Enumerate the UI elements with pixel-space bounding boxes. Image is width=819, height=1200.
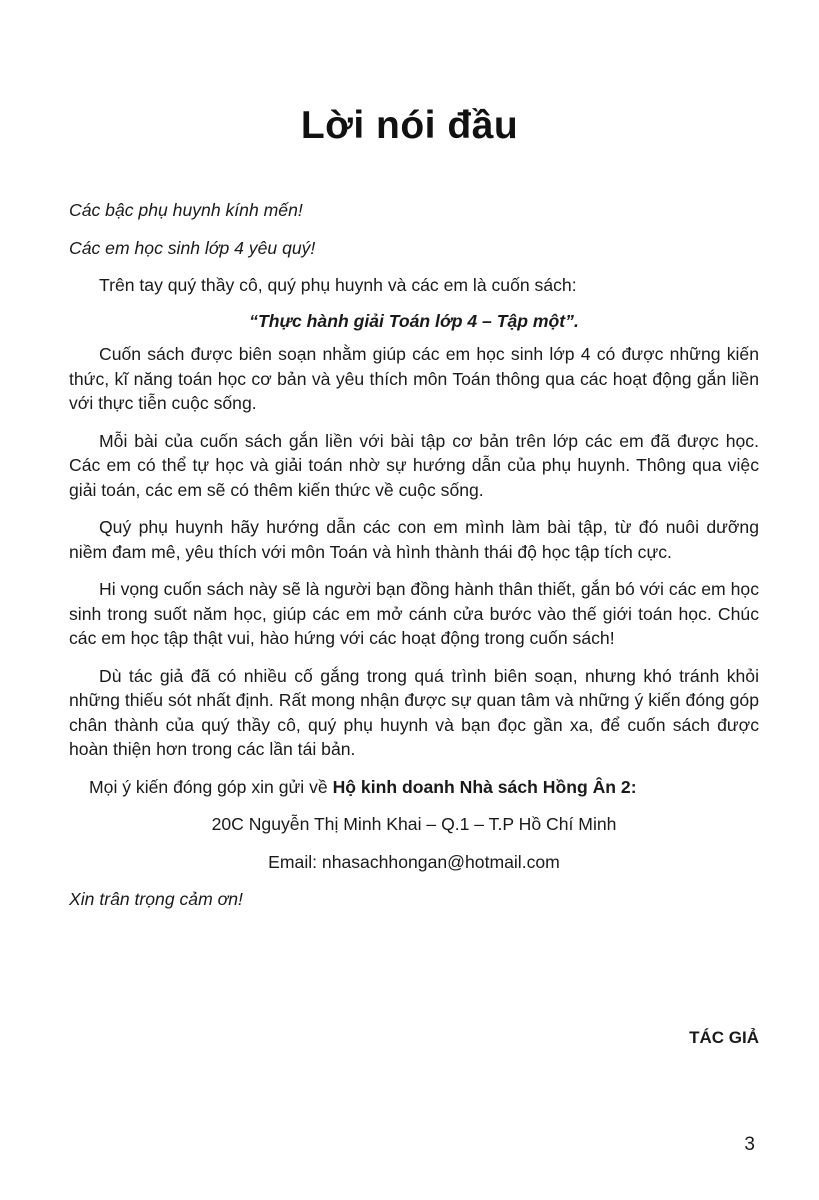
page-number: 3	[744, 1134, 755, 1155]
paragraph-feedback: Dù tác giả đã có nhiều cố gắng trong quá trình biên soạn, nhưng khó tránh khỏi những thiếu sót nhất định. Rất mong nhận được sự quan tâm và những ý kiến đóng góp chân thành của quý thầy cô, quý phụ huynh và bạn đọc gần xa, để cuốn sách được hoàn thiện hơn trong các lần tái bản.	[69, 665, 759, 759]
contact-organization: Hộ kinh doanh Nhà sách Hồng Ân 2:	[332, 776, 637, 797]
paragraph-lessons: Mỗi bài của cuốn sách gắn liền với bài tập cơ bản trên lớp các em đã được học. Các em có thể tự học và giải toán nhờ sự hướng dẫn của phụ huynh. Thông qua việc giải toán, các em sẽ có thêm kiến thức về cuộc sống.	[69, 430, 759, 500]
thanks-line: Xin trân trọng cảm ơn!	[69, 889, 243, 909]
address-line: 20C Nguyễn Thị Minh Khai – Q.1 – T.P Hồ Chí Minh	[211, 814, 617, 834]
preface-body	[69, 198, 759, 912]
intro-text: Trên tay quý thầy cô, quý phụ huynh và các em là cuốn sách:	[99, 275, 577, 295]
greeting-students: Các em học sinh lớp 4 yêu quý!	[69, 237, 316, 258]
page-title: Lời nói đầu	[300, 104, 519, 147]
author-signature: TÁC GIẢ	[689, 1028, 759, 1047]
greeting-parents: Các bậc phụ huynh kính mến!	[69, 200, 303, 220]
contact-prefix: Mọi ý kiến đóng góp xin gửi về	[89, 776, 333, 797]
paragraph-hope: Hi vọng cuốn sách này sẽ là người bạn đồng hành thân thiết, gắn bó với các em học sinh trong suốt năm học, giúp các em mở cánh cửa bước vào thế giới toán học. Chúc các em học tập thật vui, hào hứng với các hoạt động trong cuốn sách!	[69, 579, 759, 648]
email-line: Email: nhasachhongan@hotmail.com	[268, 851, 560, 872]
paragraph-purpose: Cuốn sách được biên soạn nhằm giúp các em học sinh lớp 4 có được những kiến thức, kĩ năng toán học cơ bản và yêu thích môn Toán thông qua các hoạt động gắn liền với thực tiễn cuộc sống.	[69, 344, 759, 413]
contact-line	[69, 775, 759, 800]
intro-line	[69, 273, 759, 298]
paragraph-parents: Quý phụ huynh hãy hướng dẫn các con em mình làm bài tập, từ đó nuôi dưỡng niềm đam mê, yêu thích với môn Toán và hình thành thái độ học tập tích cực.	[69, 517, 759, 562]
book-title: “Thực hành giải Toán lớp 4 – Tập một”.	[249, 310, 579, 331]
